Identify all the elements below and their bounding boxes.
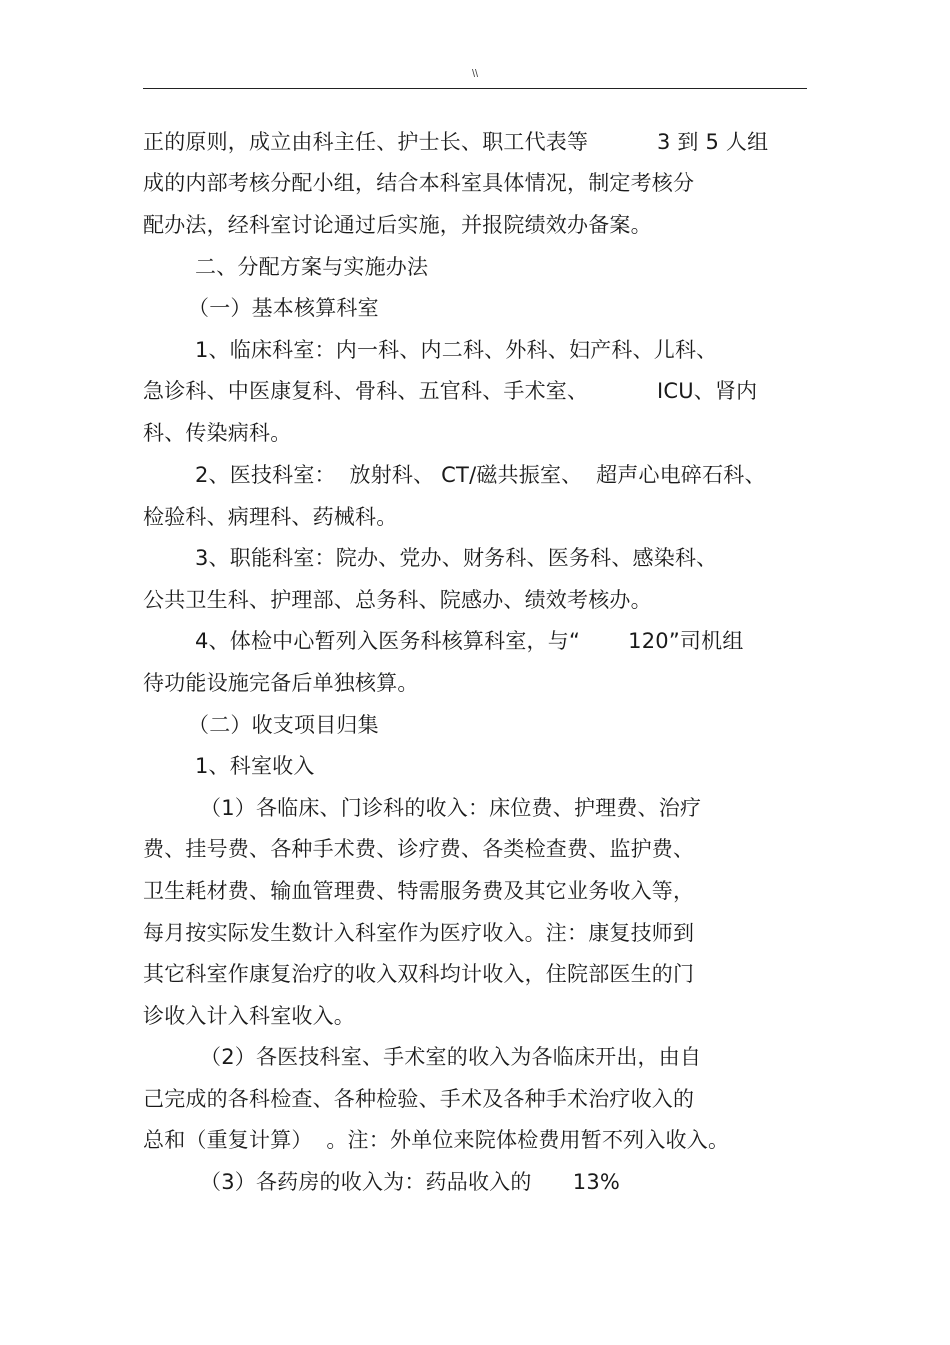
text-line: 正的原则，成立由科主任、护士长、职工代表等 3 到 5 人组 bbox=[143, 130, 769, 154]
text-line: 3、职能科室：院办、党办、财务科、医务科、感染科、 bbox=[195, 546, 718, 570]
text-line: 配办法，经科室讨论通过后实施，并报院绩效办备案。 bbox=[143, 213, 652, 237]
header-mark: \\ bbox=[471, 68, 479, 80]
text-line: 1、临床科室：内一科、内二科、外科、妇产科、儿科、 bbox=[195, 338, 718, 362]
text-line: （2）各医技科室、手术室的收入为各临床开出，由自 bbox=[200, 1045, 702, 1069]
header-rule bbox=[143, 88, 807, 89]
text-line: 待功能设施完备后单独核算。 bbox=[143, 671, 419, 695]
text-line: 己完成的各科检查、各种检验、手术及各种手术治疗收入的 bbox=[143, 1087, 695, 1111]
text-line: 每月按实际发生数计入科室作为医疗收入。注：康复技师到 bbox=[143, 921, 695, 945]
text-line: 其它科室作康复治疗的收入双科均计收入，住院部医生的门 bbox=[143, 962, 695, 986]
text-line: 检验科、病理科、药械科。 bbox=[143, 505, 398, 529]
subsection-heading: （二）收支项目归集 bbox=[188, 713, 379, 737]
text-line: 诊收入计入科室收入。 bbox=[143, 1004, 355, 1028]
section-heading: 二、分配方案与实施办法 bbox=[195, 255, 429, 279]
text-line: 公共卫生科、护理部、总务科、院感办、绩效考核办。 bbox=[143, 588, 652, 612]
text-line: 1、科室收入 bbox=[195, 754, 315, 778]
text-line: 2、医技科室： 放射科、 CT/磁共振室、 超声心电碎石科、 bbox=[195, 463, 766, 487]
text-line: 4、体检中心暂列入医务科核算科室，与“ 120”司机组 bbox=[195, 629, 744, 653]
subsection-heading: （一）基本核算科室 bbox=[188, 296, 379, 320]
text-line: （1）各临床、门诊科的收入：床位费、护理费、治疗 bbox=[200, 796, 702, 820]
text-line: 总和（重复计算） 。注：外单位来院体检费用暂不列入收入。 bbox=[143, 1128, 730, 1152]
text-line: 科、传染病科。 bbox=[143, 421, 292, 445]
text-line: 急诊科、中医康复科、骨科、五官科、手术室、 ICU、肾内 bbox=[143, 379, 758, 403]
text-line: 成的内部考核分配小组，结合本科室具体情况，制定考核分 bbox=[143, 171, 695, 195]
text-line: （3）各药房的收入为：药品收入的 13% bbox=[200, 1170, 621, 1194]
text-line: 卫生耗材费、输血管理费、特需服务费及其它业务收入等， bbox=[143, 879, 695, 903]
text-line: 费、挂号费、各种手术费、诊疗费、各类检查费、监护费、 bbox=[143, 837, 695, 861]
